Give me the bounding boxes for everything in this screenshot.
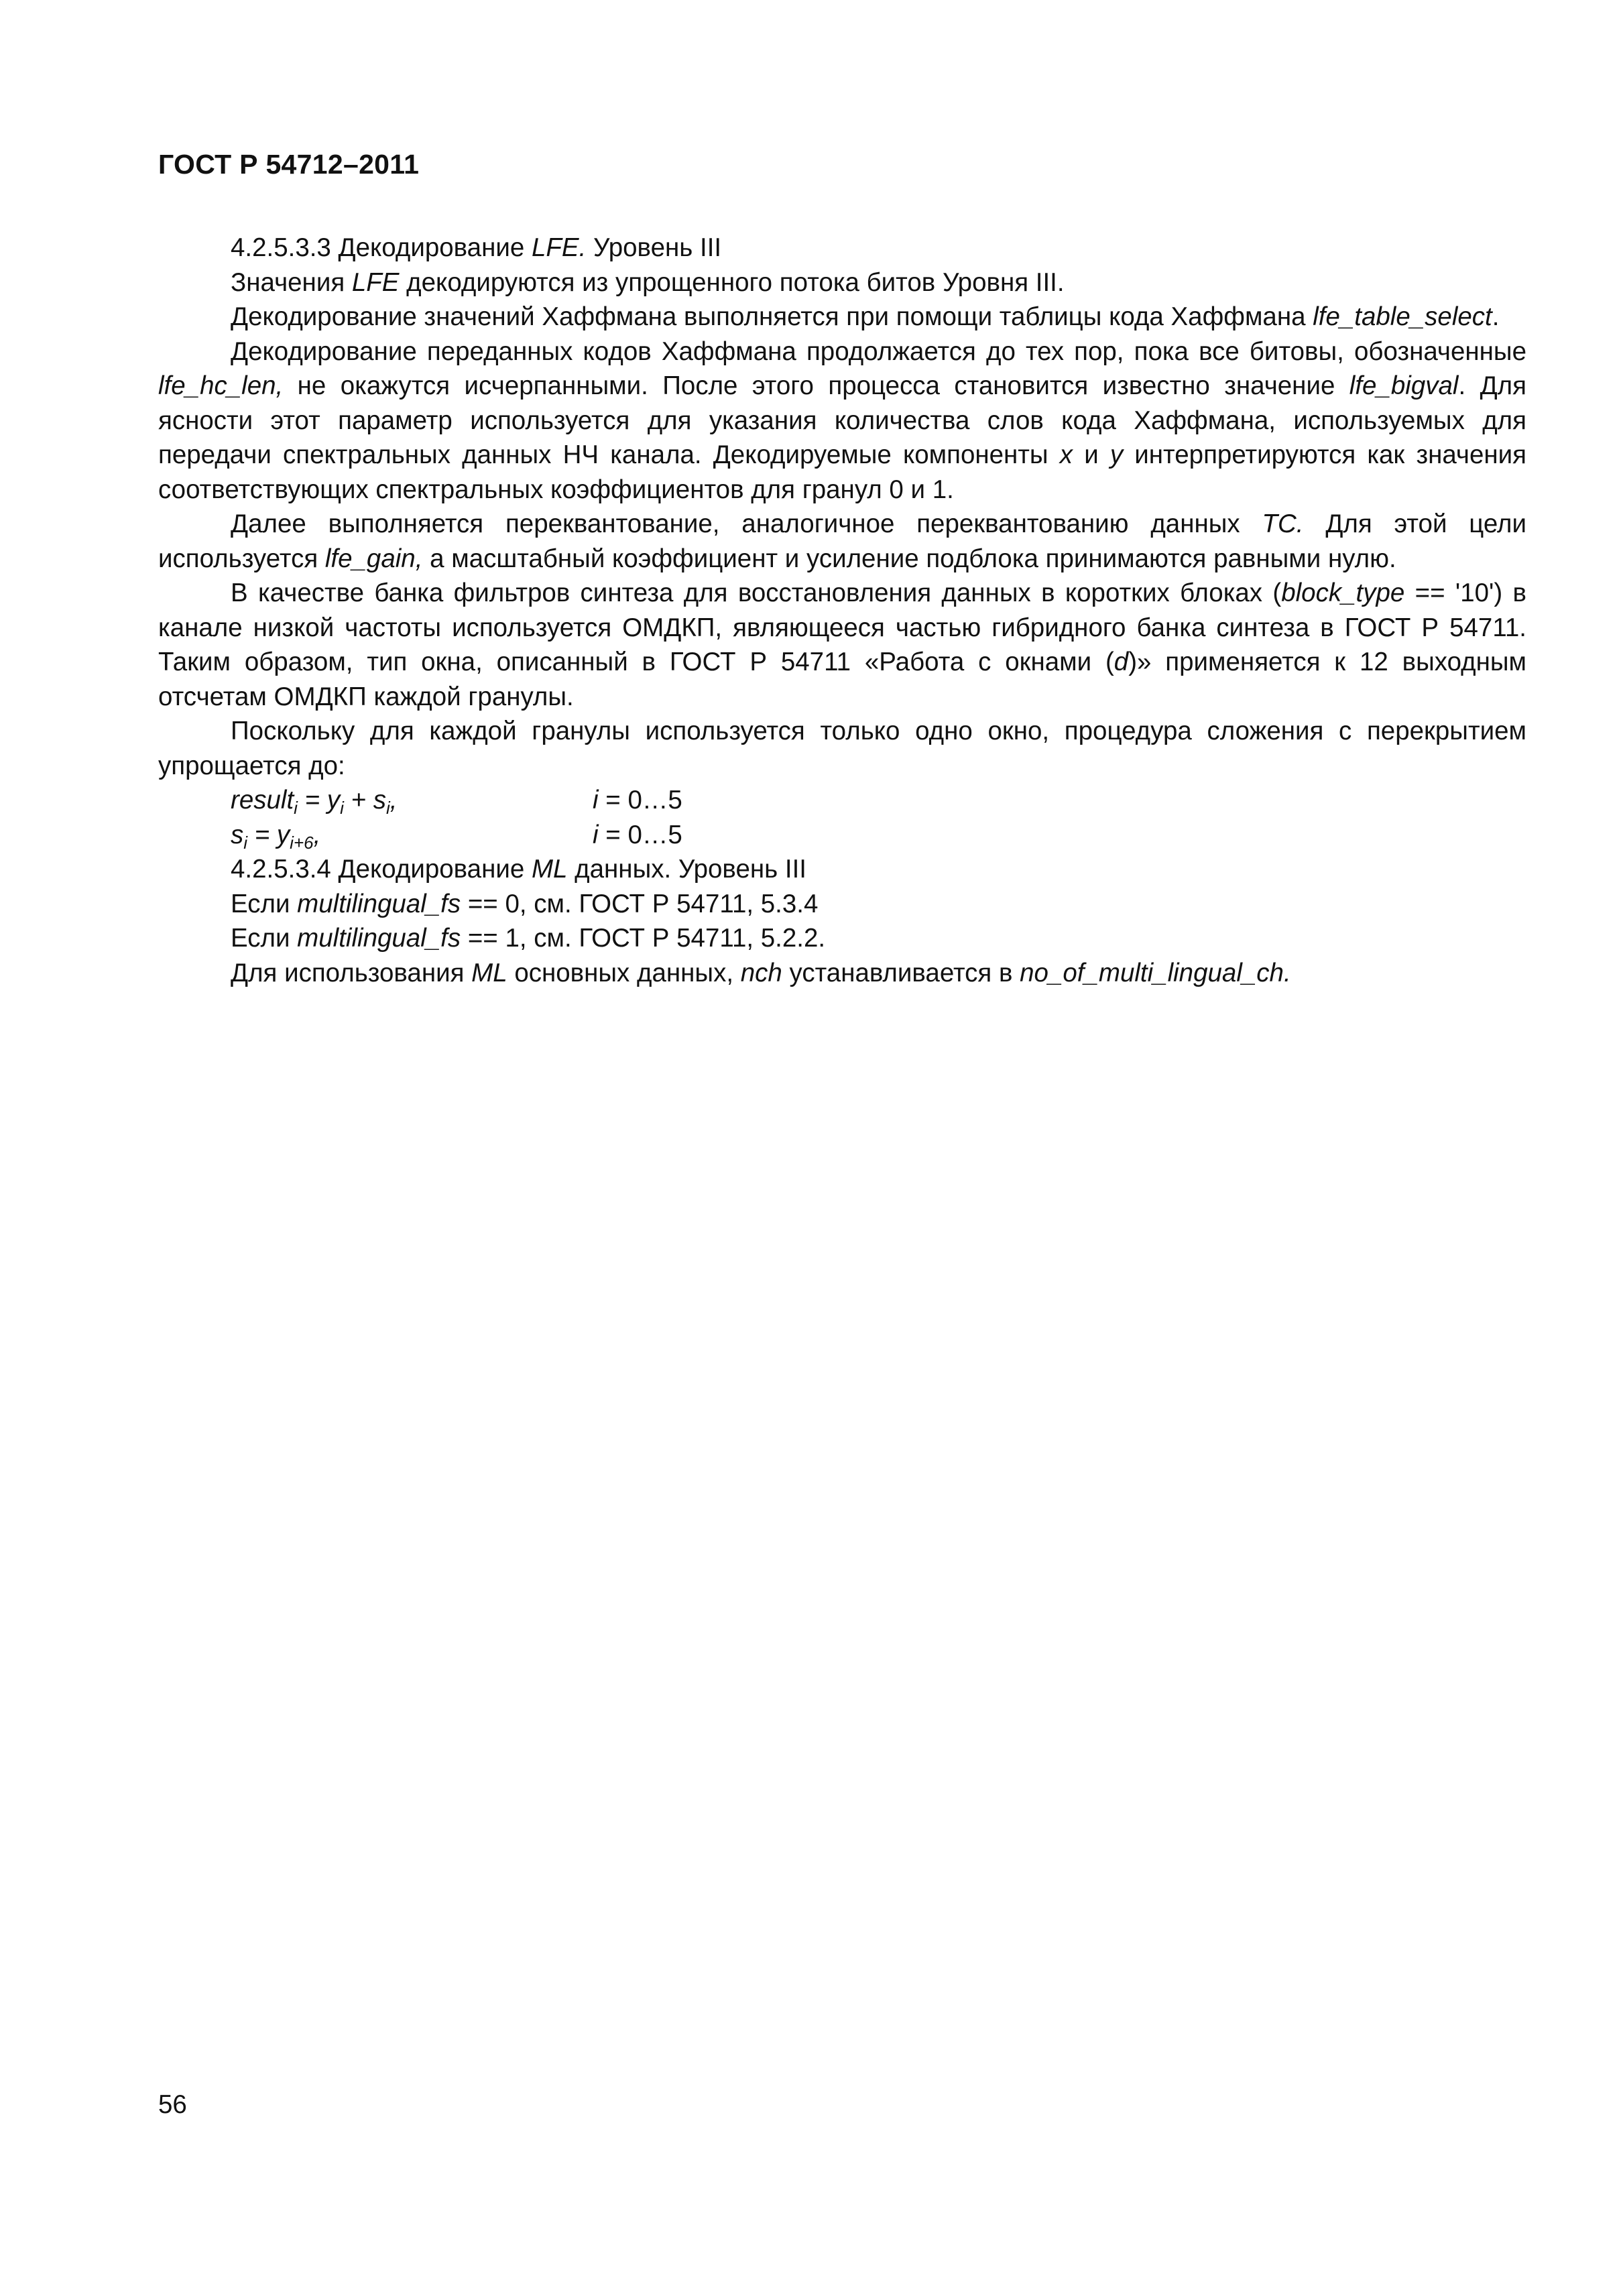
- paragraph-text: В качестве банка фильтров синтеза для восстановления данных в коротких блоках (: [231, 579, 1282, 607]
- paragraph-text: Если: [231, 924, 298, 953]
- paragraph: [158, 887, 1526, 922]
- formula-index: i: [593, 820, 599, 849]
- paragraph: [158, 507, 1526, 576]
- formula-symbol: ,: [389, 786, 398, 814]
- paragraph-term: no_of_multi_lingual_ch.: [1020, 958, 1291, 987]
- formula-symbol: ,: [313, 820, 321, 849]
- formula-symbol: = y: [247, 820, 290, 849]
- paragraph-text: и: [1073, 440, 1110, 469]
- paragraph-text: == '10') в канале низкой частоты используется ОМДКП, являющееся частью гибридного банка синтеза в ГОСТ Р 54711. Таким образом, тип окна, описанный в ГОСТ Р 54711 «Работа с окнами (: [158, 579, 1526, 676]
- formula-s: [158, 818, 1526, 853]
- paragraph-text: .: [1492, 302, 1500, 331]
- paragraph-text: а масштабный коэффициент и усиление подблока принимаются равными нулю.: [422, 544, 1396, 573]
- formula-range: [593, 783, 682, 818]
- paragraph-term: multilingual_fs: [297, 889, 461, 918]
- paragraph-text: == 0, см. ГОСТ Р 54711, 5.3.4: [461, 889, 819, 918]
- paragraph-term: d: [1114, 648, 1129, 676]
- paragraph-text: устанавливается в: [782, 958, 1020, 987]
- paragraph-text: Значения: [231, 267, 352, 297]
- paragraph: [158, 300, 1526, 335]
- formula-subscript: i: [243, 832, 248, 853]
- paragraph: [158, 265, 1526, 300]
- paragraph-term: LFE: [351, 267, 400, 297]
- paragraph-term: TC.: [1262, 509, 1304, 538]
- paragraph-term: nch: [740, 958, 782, 987]
- paragraph-term: lfe_table_select: [1313, 302, 1492, 331]
- paragraph-text: . Для ясности этот параметр используется для указания количества слов кода Хаффмана, используемых для передачи спектральных данных НЧ канала. Декодируемые компоненты: [158, 371, 1526, 469]
- paragraph-text: декодируются из упрощенного потока битов Уровня III.: [399, 267, 1065, 297]
- paragraph-term: block_type: [1281, 579, 1405, 607]
- formula-range: [593, 818, 682, 853]
- paragraph-term: lfe_hc_len,: [158, 371, 284, 400]
- paragraph-text: основных данных,: [507, 958, 741, 987]
- paragraph-term: multilingual_fs: [297, 924, 461, 953]
- page-number: 56: [158, 2090, 187, 2119]
- formula-subscript: i+6: [290, 832, 314, 853]
- heading-term: ML: [531, 855, 568, 884]
- formula-subscript: i: [294, 798, 298, 818]
- heading-text: 4.2.5.3.3 Декодирование: [231, 233, 532, 262]
- heading-text: 4.2.5.3.4 Декодирование: [231, 855, 532, 884]
- formula-lhs: [231, 818, 593, 853]
- formula-symbol: s: [231, 820, 244, 849]
- formula-range-value: = 0…5: [598, 820, 682, 849]
- formula-symbol: + s: [343, 786, 386, 814]
- paragraph-term: y: [1109, 440, 1124, 469]
- document-body: [158, 231, 1526, 990]
- paragraph-text: интерпретируются как значения соответствующих спектральных коэффициентов для гранул 0 и 1.: [158, 440, 1527, 504]
- paragraph-text: Декодирование переданных кодов Хаффмана продолжается до тех пор, пока все битовы, обозначенные: [231, 337, 1526, 366]
- paragraph-text: Декодирование значений Хаффмана выполняется при помощи таблицы кода Хаффмана: [231, 302, 1313, 331]
- formula-symbol: result: [231, 786, 294, 814]
- paragraph-text: Для этой цели используется: [158, 509, 1526, 573]
- paragraph-text: == 1, см. ГОСТ Р 54711, 5.2.2.: [461, 924, 826, 953]
- formula-range-value: = 0…5: [598, 786, 682, 814]
- heading-text: Уровень III: [586, 233, 722, 262]
- formula-symbol: = y: [297, 786, 341, 814]
- paragraph: Поскольку для каждой гранулы используется только одно окно, процедура сложения с перекрытием упрощается до:: [158, 717, 1526, 780]
- paragraph-text: Далее выполняется переквантование, аналогичное переквантованию данных: [231, 509, 1262, 538]
- heading-term: LFE.: [531, 233, 587, 262]
- paragraph-text: )» применяется к 12 выходным отсчетам ОМДКП каждой гранулы.: [158, 648, 1526, 711]
- paragraph-term: lfe_bigval: [1349, 371, 1459, 400]
- paragraph: [158, 921, 1526, 956]
- formula-lhs: [231, 783, 593, 818]
- paragraph-text: Для использования: [231, 958, 472, 987]
- formula-index: i: [593, 786, 599, 814]
- paragraph: [158, 576, 1526, 714]
- formula-result: [158, 783, 1526, 818]
- paragraph: [158, 335, 1526, 507]
- formula-subscript: i: [340, 798, 344, 818]
- section-heading-4-2-5-3-4: [158, 852, 1526, 887]
- document-header: ГОСТ Р 54712–2011: [158, 149, 420, 180]
- paragraph-term: x: [1059, 440, 1073, 469]
- paragraph-term: lfe_gain,: [324, 544, 423, 573]
- section-heading-4-2-5-3-3: [158, 231, 1526, 265]
- paragraph-term: ML: [471, 958, 507, 987]
- formula-subscript: i: [386, 798, 390, 818]
- paragraph: [158, 956, 1526, 991]
- paragraph-text: не окажутся исчерпанными. После этого процесса становится известно значение: [283, 371, 1349, 400]
- heading-text: данных. Уровень III: [567, 855, 806, 884]
- paragraph-text: Если: [231, 889, 298, 918]
